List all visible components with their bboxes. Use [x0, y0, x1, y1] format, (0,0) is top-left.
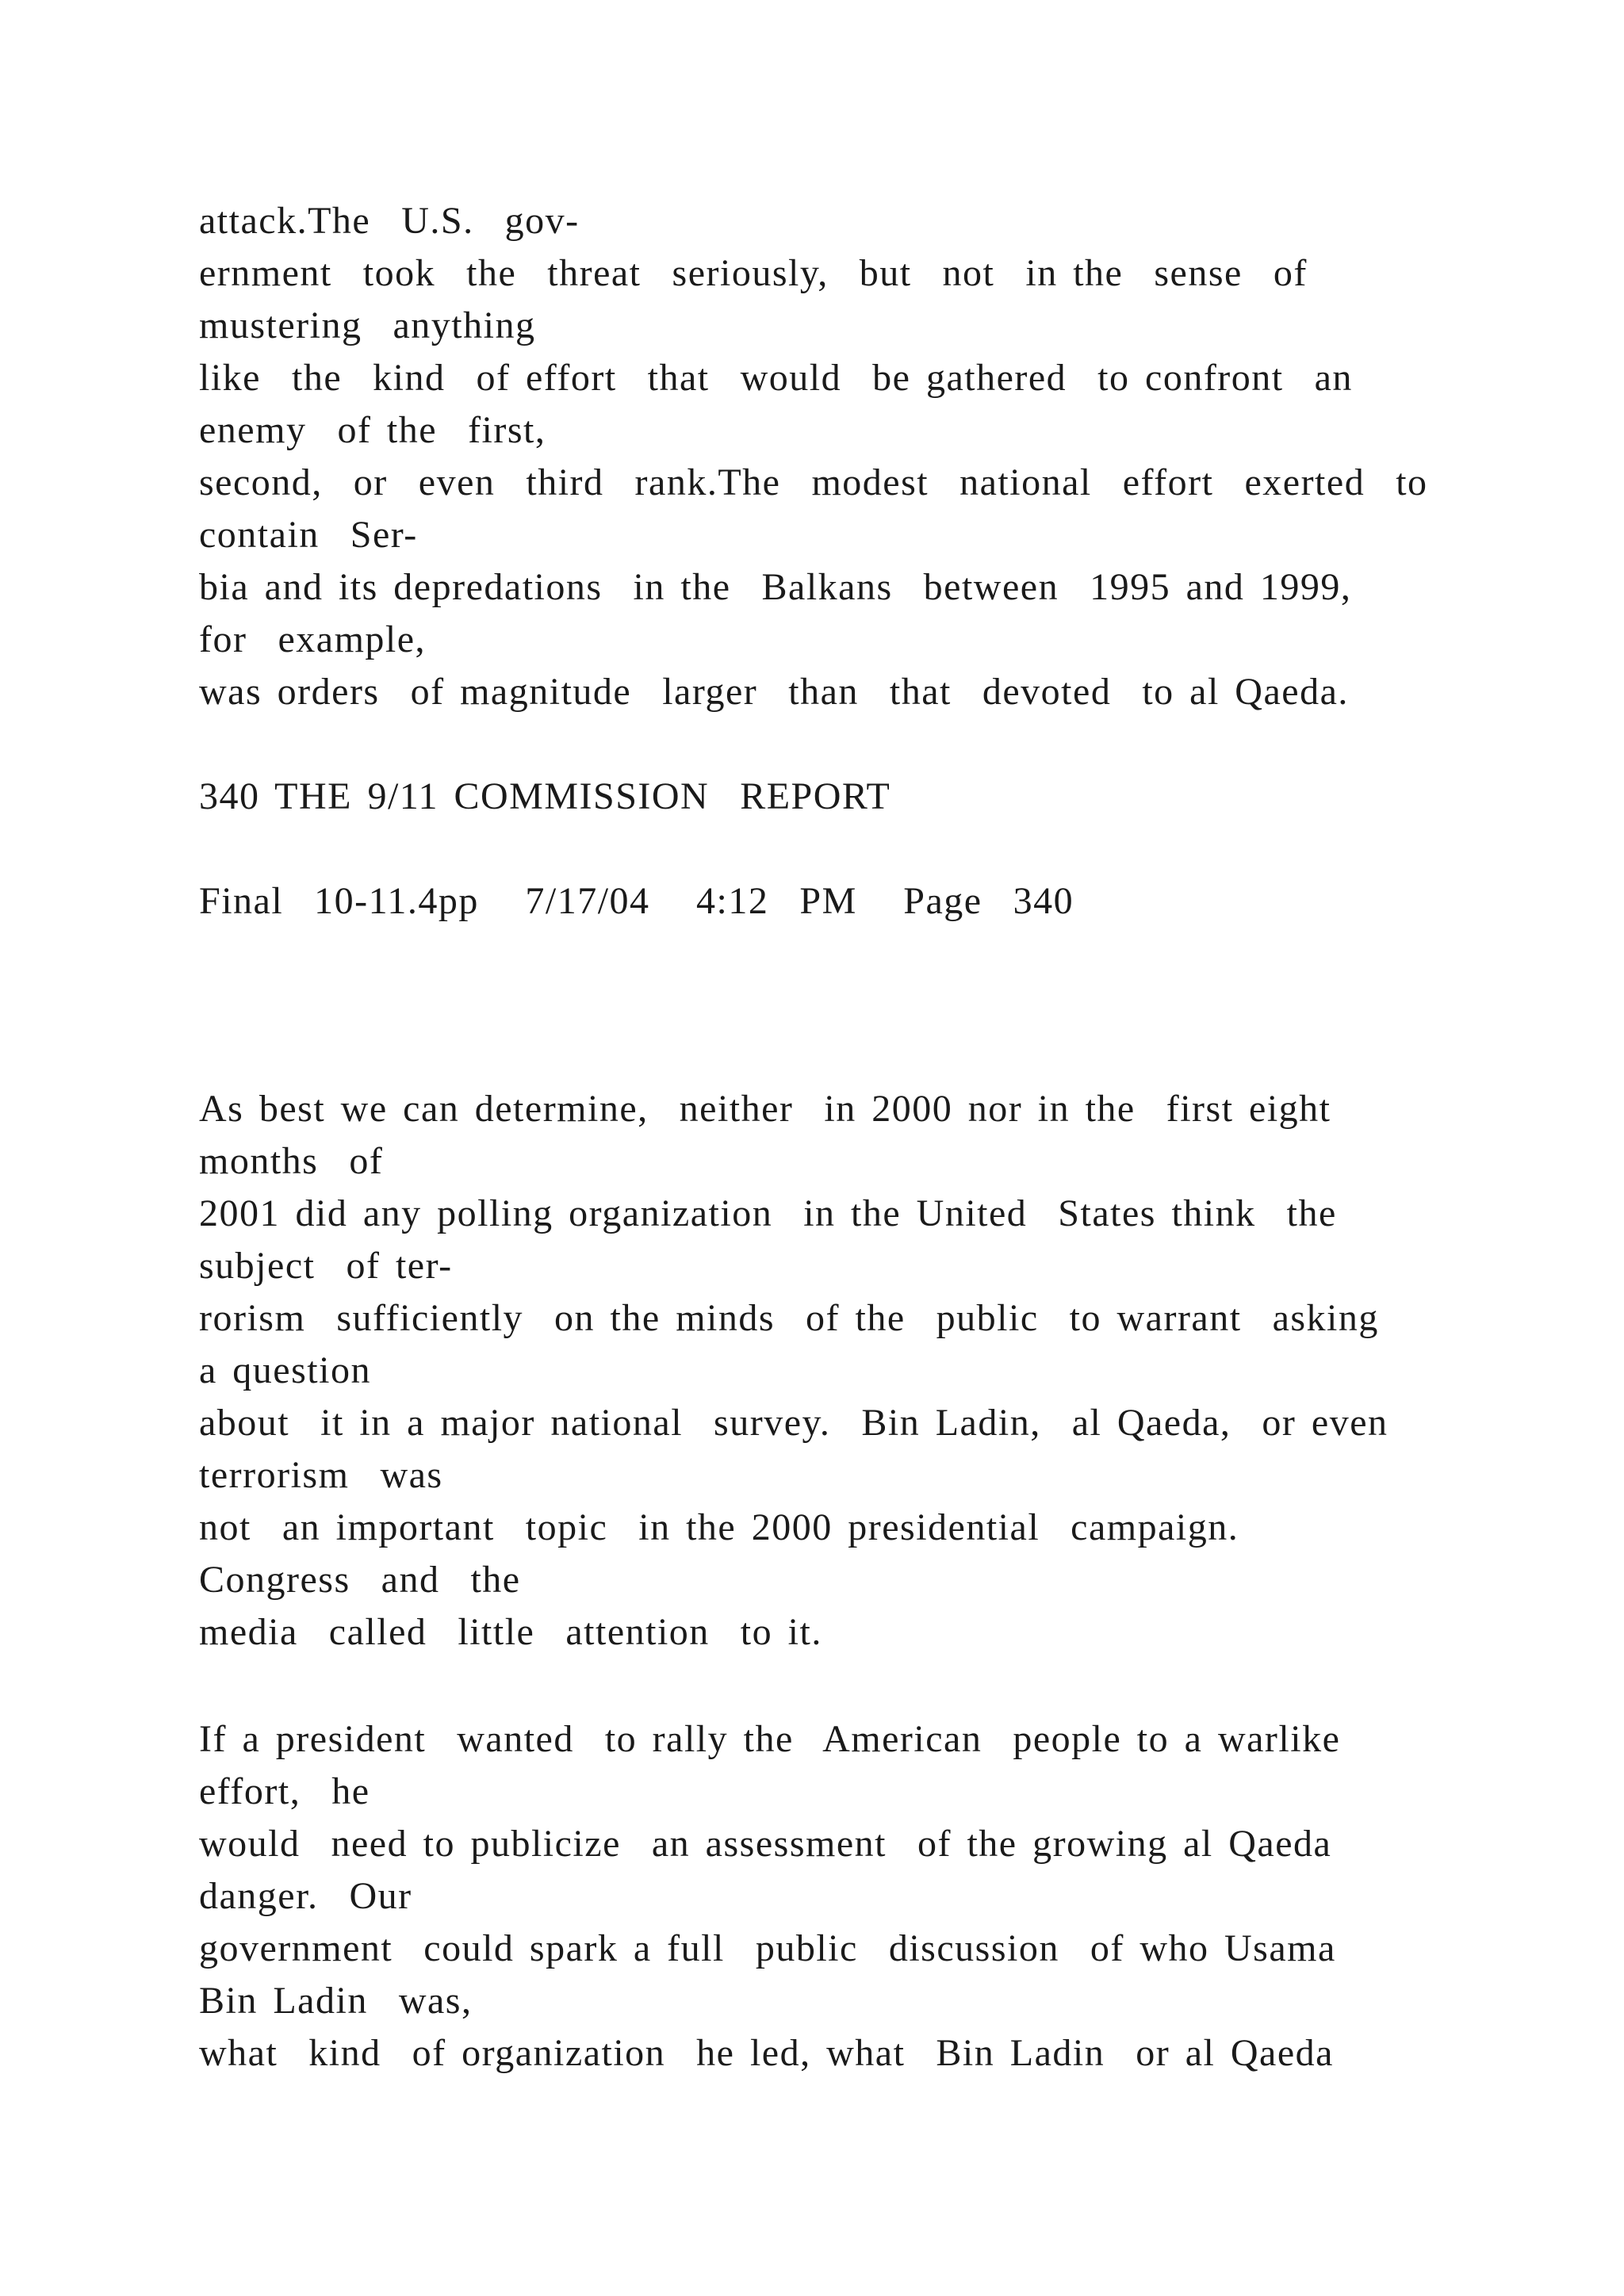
text-line: 340 THE 9/11 COMMISSION REPORT — [199, 775, 891, 817]
text-line: not an important topic in the 2000 presidential campaign. — [199, 1506, 1239, 1548]
paragraph-serbia-comparison — [199, 195, 1563, 718]
text-line: rorism sufficiently on the minds of the public to warrant asking — [199, 1297, 1379, 1339]
text-line: second, or even third rank.The modest national effort exerted to — [199, 461, 1428, 503]
text-line: government could spark a full public discussion of who Usama — [199, 1927, 1336, 1969]
text-line: attack.The U.S. gov- — [199, 200, 580, 242]
text-line: Final 10-11.4pp 7/17/04 4:12 PM Page 340 — [199, 880, 1074, 922]
text-line: danger. Our — [199, 1875, 412, 1917]
text-line: was orders of magnitude larger than that devoted to al Qaeda. — [199, 671, 1349, 713]
text-line: contain Ser- — [199, 514, 418, 556]
text-line: for example, — [199, 618, 427, 660]
text-line: what kind of organization he led, what Bin Ladin or al Qaeda — [199, 2032, 1334, 2074]
text-line: effort, he — [199, 1770, 370, 1812]
text-line: mustering anything — [199, 304, 536, 346]
running-header — [199, 771, 1563, 823]
text-line: enemy of the first, — [199, 409, 546, 451]
text-line: Congress and the — [199, 1559, 521, 1601]
text-line: terrorism was — [199, 1454, 443, 1496]
text-line: If a president wanted to rally the American people to a warlike — [199, 1718, 1341, 1760]
text-line: media called little attention to it. — [199, 1611, 822, 1653]
text-line: months of — [199, 1140, 384, 1182]
text-line: a question — [199, 1349, 371, 1391]
text-line: bia and its depredations in the Balkans between 1995 and 1999, — [199, 566, 1352, 608]
paragraph-president — [199, 1713, 1563, 2080]
text-line: like the kind of effort that would be gathered to confront an — [199, 357, 1353, 399]
text-line: Bin Ladin was, — [199, 1980, 473, 2022]
paragraph-polling — [199, 1083, 1563, 1659]
text-line: 2001 did any polling organization in the United States think the — [199, 1192, 1337, 1234]
text-line: As best we can determine, neither in 2000 nor in the first eight — [199, 1088, 1331, 1130]
print-slug — [199, 875, 1563, 928]
text-line: ernment took the threat seriously, but not in the sense of — [199, 252, 1308, 294]
text-line: would need to publicize an assessment of the growing al Qaeda — [199, 1823, 1332, 1865]
text-line: about it in a major national survey. Bin Ladin, al Qaeda, or even — [199, 1402, 1388, 1444]
text-line: subject of ter- — [199, 1245, 453, 1287]
